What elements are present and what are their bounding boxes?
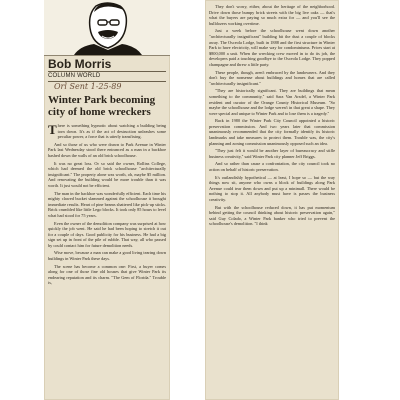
paragraph: "They are historically significant. They are buildings that mean something to the community," said Sara Van Arsdel, a Winter Park resident and curator of the Orange County Historical Museum. "So maybe the schoolhouse and the lodge weren't in that great a shape. They were special and unique to Winter Park and to lose them is a tragedy."	[209, 88, 335, 116]
byline: Bob Morris	[48, 57, 112, 71]
headline: Winter Park becoming city of home wreckers	[48, 94, 156, 118]
section-label: COLUMN WORLD	[48, 73, 101, 79]
paragraph: The scene has become a common one: First, a buyer comes along for one of those fine old houses that give Winter Park its endearing reputation and its charm. "The Gem of Florida." Trouble is,	[48, 263, 166, 286]
left-column-clipping	[44, 0, 170, 400]
paragraph: These people, though, aren't embraced by the landowners. And they don't buy the nonsense about buildings and homes that are called "architecturally insignificant."	[209, 69, 335, 86]
paragraph: And so those of us who were drawn to Park Avenue in Winter Park last Wednesday stood there entranced as a man in a backhoe bashed down the walls of an old brick schoolhouse.	[48, 141, 166, 158]
paragraph: Wise move, because a man can make a good living tearing down buildings in Winter Park these days.	[48, 250, 166, 262]
paragraph: The man in the backhoe was wonderfully efficient. Each time his mighty clawed bucket slammed against the schoolhouse it brought immediate results. Heart of pine beams shattered like pick-up sticks. Brick crumbled like little Lego blocks. It took only 85 hours to level what had stood for 75 years.	[48, 190, 166, 218]
paragraph: "They just felt it would be another layer of bureaucracy and stifle business creativity," said Winter Park city planner Jeff Briggs.	[209, 148, 335, 159]
right-body-text	[209, 4, 335, 229]
paragraph: Just a week before the schoolhouse went down another "architecturally insignificant" building bit the dust a couple of blocks away. The Osceola Lodge, built in 1888 and the first structure in Winter Park to have electricity, will make way for condominiums. Prices start at $800,000 a unit. When the wrecking crew moved in to do its job, the developers paid a touching goodbye to the Osceola Lodge. They popped champagne and threw a little party.	[209, 28, 335, 67]
columnist-portrait-drawing	[44, 0, 170, 55]
paragraph: Even the owner of the demolition company was surprised at how quickly the job went. He said he had been hoping to stretch it out for a couple of days. Good publicity for his business. He had a big sign set up in front of the pile of rubble. That way, all who passed by could contact him for future demolition needs.	[48, 220, 166, 248]
drop-cap: T	[48, 122, 57, 137]
paragraph: There is something hypnotic about watching a building being torn down. It's as if the act of destruction unleashes some peculiar power, a force that is utterly transfixing.	[48, 122, 166, 140]
paragraph: And so rather than cause a confrontation, the city council took no action on behalf of historic preservation.	[209, 161, 335, 173]
right-column-clipping	[205, 0, 339, 400]
paragraph: They don't worry, either, about the heritage of the neighborhood. Drive down those bumpy brick streets with the big live oaks — that's what the buyers are paying so much extra for — and you'll see the bulldozers working overtime.	[209, 4, 335, 26]
columnist-portrait	[44, 0, 170, 56]
paragraph: It was no great loss. Or so said the owner, Rollins College, which had deemed the old brick schoolhouse "architecturally insignificant." The property alone was worth, oh, maybe $5 million. And renovating the building would be more trouble than it was worth. It just would not be efficient.	[48, 160, 166, 188]
byline-rule	[48, 71, 166, 72]
handwritten-date: Orl Sent 1-25-89	[54, 82, 122, 91]
paragraph: Back in 1980 the Winter Park City Council appointed a historic preservation commission. And two years later that commission unanimously recommended that the city formally identify its historic landmarks and take measures to protect them. Trouble was, the city's planning and zoning commission unanimously opposed such an idea.	[209, 118, 335, 146]
left-body-text	[48, 123, 166, 288]
paragraph: But with the schoolhouse reduced down, it has put momentum behind getting the council thinking about historic preservation again," said Guy Colado, a Winter Park banker who tried to prevent the schoolhouse's demolition. "I think	[209, 204, 335, 227]
paragraph: It's outlandishly hypothetical — at least, I hope so — but the way things now sit, anyone who owns a block of buildings along Park Avenue could tear them down and put up a minimall. There would be nothing to stop it. All anybody must have is passes the business creativity.	[209, 174, 335, 202]
